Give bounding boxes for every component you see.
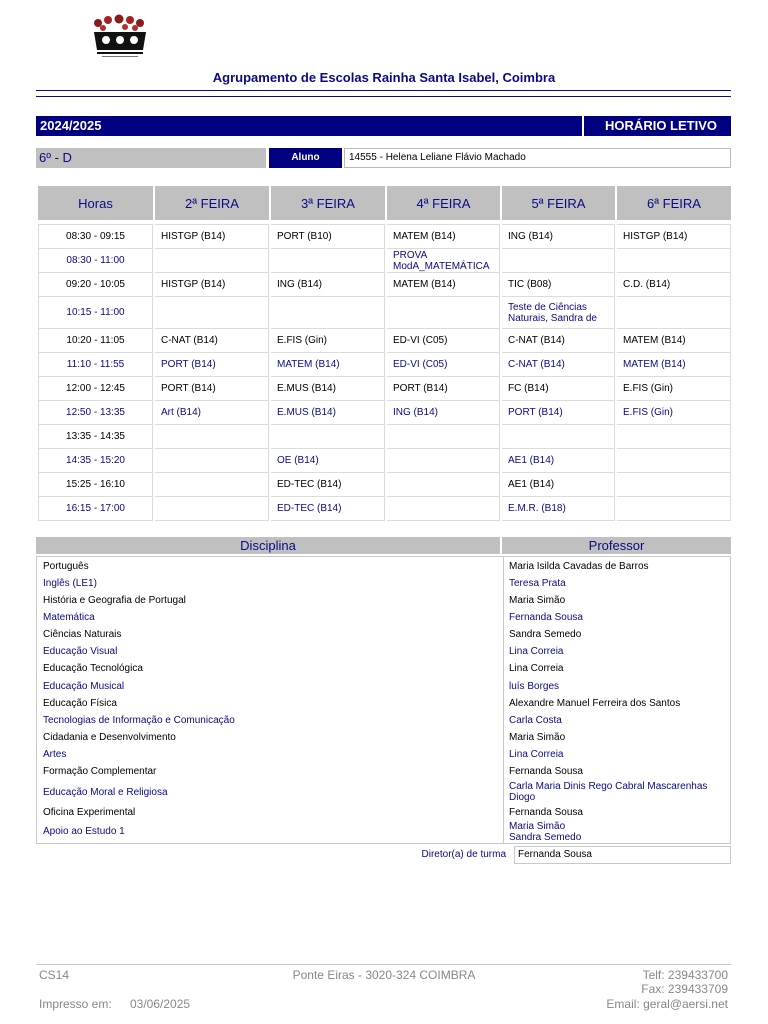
school-logo <box>88 14 154 60</box>
school-year: 2024/2025 <box>36 116 582 136</box>
schedule-row <box>38 224 731 249</box>
col-header-friday: 6ª FEIRA <box>617 186 731 220</box>
class-cell <box>271 249 385 273</box>
class-cell: PORT (B14) <box>502 401 615 425</box>
class-cell <box>617 425 731 449</box>
subject-name: Cidadania e Desenvolvimento <box>43 732 176 743</box>
class-cell: HISTGP (B14) <box>155 273 269 297</box>
class-cell <box>617 449 731 473</box>
teacher-name-continued: Diogo <box>509 792 536 803</box>
class-cell: HISTGP (B14) <box>155 224 269 249</box>
teacher-name: Fernanda Sousa <box>509 612 583 623</box>
class-cell: PROVA ModA_MATEMÁTICA <box>387 249 500 273</box>
class-cell: ED-TEC (B14) <box>271 497 385 521</box>
class-cell: AE1 (B14) <box>502 473 615 497</box>
class-cell <box>155 249 269 273</box>
subject-name: História e Geografia de Portugal <box>43 595 186 606</box>
col-header-monday: 2ª FEIRA <box>155 186 269 220</box>
teacher-name: Carla Maria Dinis Rego Cabral Mascarenhas <box>509 781 708 792</box>
teacher-name: Alexandre Manuel Ferreira dos Santos <box>509 698 681 709</box>
class-cell <box>271 425 385 449</box>
class-cell: E.MUS (B14) <box>271 401 385 425</box>
col-header-hours: Horas <box>38 186 153 220</box>
header-rule <box>36 96 731 97</box>
class-cell: AE1 (B14) <box>502 449 615 473</box>
time-cell: 11:10 - 11:55 <box>38 353 153 377</box>
schedule-row <box>38 297 731 329</box>
schedule-row <box>38 449 731 473</box>
subject-name: Educação Visual <box>43 646 118 657</box>
subject-name: Matemática <box>43 612 95 623</box>
time-cell: 08:30 - 11:00 <box>38 249 153 273</box>
class-cell: Art (B14) <box>155 401 269 425</box>
year-bar <box>36 116 731 136</box>
footer-printed-date: 03/06/2025 <box>130 997 191 1011</box>
subject-name: Tecnologias de Informação e Comunicação <box>43 715 235 726</box>
class-cell: C.D. (B14) <box>617 273 731 297</box>
class-cell <box>387 297 500 329</box>
time-cell: 14:35 - 15:20 <box>38 449 153 473</box>
class-cell: ED-TEC (B14) <box>271 473 385 497</box>
class-name: 6º - D <box>36 148 266 168</box>
column-divider <box>503 557 504 843</box>
footer-phone: Telf: 239433700 <box>642 968 728 982</box>
class-cell: PORT (B14) <box>155 353 269 377</box>
class-cell <box>387 449 500 473</box>
subject-name: Formação Complementar <box>43 766 157 777</box>
class-cell: E.FIS (Gin) <box>271 329 385 353</box>
teacher-name: Fernanda Sousa <box>509 766 583 777</box>
footer-fax: Fax: 239433709 <box>641 982 728 996</box>
col-header-wednesday: 4ª FEIRA <box>387 186 500 220</box>
schedule-row <box>38 497 731 521</box>
teacher-name: Sandra Semedo <box>509 629 582 640</box>
col-header-tuesday: 3ª FEIRA <box>271 186 385 220</box>
class-cell <box>155 425 269 449</box>
teacher-name: Teresa Prata <box>509 578 566 589</box>
school-name: Agrupamento de Escolas Rainha Santa Isabel, Coimbra <box>212 70 556 85</box>
class-cell: ED-VI (C05) <box>387 329 500 353</box>
disciplines-header <box>36 537 731 554</box>
class-cell: MATEM (B14) <box>387 273 500 297</box>
class-cell: PORT (B14) <box>387 377 500 401</box>
teacher-name: Lina Correia <box>509 749 564 760</box>
class-cell <box>617 497 731 521</box>
teacher-name: Carla Costa <box>509 715 562 726</box>
header-rule <box>36 90 731 91</box>
schedule-row <box>38 273 731 297</box>
class-bar <box>36 148 731 168</box>
class-cell <box>155 497 269 521</box>
subject-name: Inglês (LE1) <box>43 578 97 589</box>
teacher-name: Maria Isilda Cavadas de Barros <box>509 561 649 572</box>
subject-name: Educação Moral e Religiosa <box>43 787 168 798</box>
teacher-name: Maria Simão <box>509 595 566 606</box>
student-value: 14555 - Helena Leliane Flávio Machado <box>344 148 731 168</box>
teacher-name: Fernanda Sousa <box>509 807 583 818</box>
class-cell <box>617 249 731 273</box>
time-cell: 10:20 - 11:05 <box>38 329 153 353</box>
class-cell <box>502 425 615 449</box>
class-cell <box>387 473 500 497</box>
teacher-name: luís Borges <box>509 681 560 692</box>
schedule-row <box>38 401 731 425</box>
subject-name: Educação Física <box>43 698 117 709</box>
teacher-name: Lina Correia <box>509 646 564 657</box>
time-cell: 12:50 - 13:35 <box>38 401 153 425</box>
time-cell: 15:25 - 16:10 <box>38 473 153 497</box>
schedule-row <box>38 377 731 401</box>
teacher-name: Lina Correia <box>509 663 564 674</box>
class-cell <box>155 449 269 473</box>
disciplines-table <box>36 556 731 844</box>
schedule-row <box>38 249 731 273</box>
class-cell <box>155 473 269 497</box>
class-director-value: Fernanda Sousa <box>514 846 731 864</box>
footer-code: CS14 <box>39 968 70 982</box>
class-cell: ING (B14) <box>502 224 615 249</box>
schedule-row <box>38 329 731 353</box>
subject-name: Português <box>43 561 89 572</box>
time-cell: 09:20 - 10:05 <box>38 273 153 297</box>
time-cell: 16:15 - 17:00 <box>38 497 153 521</box>
class-cell: ED-VI (C05) <box>387 353 500 377</box>
class-cell: Teste de Ciências Naturais, Sandra de <box>502 297 615 329</box>
col-header-thursday: 5ª FEIRA <box>502 186 615 220</box>
class-cell: PORT (B14) <box>155 377 269 401</box>
teacher-name: Maria Simão <box>509 821 566 832</box>
class-cell: HISTGP (B14) <box>617 224 731 249</box>
document-type: HORÁRIO LETIVO <box>584 116 731 136</box>
class-cell: E.M.R. (B18) <box>502 497 615 521</box>
class-cell: ING (B14) <box>271 273 385 297</box>
class-cell: E.FIS (Gin) <box>617 401 731 425</box>
class-cell: PORT (B10) <box>271 224 385 249</box>
schedule-row <box>38 473 731 497</box>
subject-name: Educação Musical <box>43 681 125 692</box>
subject-name: Ciências Naturais <box>43 629 122 640</box>
footer-printed-label: Impresso em: <box>39 997 112 1011</box>
class-cell: C-NAT (B14) <box>502 353 615 377</box>
class-cell <box>387 425 500 449</box>
class-cell: OE (B14) <box>271 449 385 473</box>
teacher-name-continued: Sandra Semedo <box>509 832 582 843</box>
time-cell: 12:00 - 12:45 <box>38 377 153 401</box>
time-cell: 13:35 - 14:35 <box>38 425 153 449</box>
class-cell <box>617 473 731 497</box>
class-cell: ING (B14) <box>387 401 500 425</box>
class-cell: TIC (B08) <box>502 273 615 297</box>
schedule-row <box>38 353 731 377</box>
class-cell: E.FIS (Gin) <box>617 377 731 401</box>
subject-name: Educação Tecnológica <box>43 663 143 674</box>
teacher-column-header: Professor <box>502 537 731 554</box>
class-cell: MATEM (B14) <box>271 353 385 377</box>
class-cell <box>387 497 500 521</box>
subject-name: Apoio ao Estudo 1 <box>43 826 125 837</box>
student-label: Aluno <box>269 148 342 168</box>
class-cell: MATEM (B14) <box>617 329 731 353</box>
subject-name: Artes <box>43 749 67 760</box>
class-cell: E.MUS (B14) <box>271 377 385 401</box>
subject-column-header: Disciplina <box>36 537 500 554</box>
schedule-row <box>38 425 731 449</box>
class-cell <box>155 297 269 329</box>
class-cell: C-NAT (B14) <box>502 329 615 353</box>
class-cell: C-NAT (B14) <box>155 329 269 353</box>
class-cell: FC (B14) <box>502 377 615 401</box>
class-director-label: Diretor(a) de turma <box>421 849 506 860</box>
footer-email: Email: geral@aersi.net <box>606 997 728 1011</box>
time-cell: 08:30 - 09:15 <box>38 224 153 249</box>
class-cell <box>271 297 385 329</box>
schedule-header-row <box>38 186 731 220</box>
footer-address: Ponte Eiras - 3020-324 COIMBRA <box>292 968 476 982</box>
teacher-name: Maria Simão <box>509 732 566 743</box>
class-cell: MATEM (B14) <box>617 353 731 377</box>
footer-rule <box>36 964 731 965</box>
class-cell <box>617 297 731 329</box>
schedule-table <box>36 186 733 521</box>
class-cell: MATEM (B14) <box>387 224 500 249</box>
class-cell <box>502 249 615 273</box>
time-cell: 10:15 - 11:00 <box>38 297 153 329</box>
subject-name: Oficina Experimental <box>43 807 136 818</box>
